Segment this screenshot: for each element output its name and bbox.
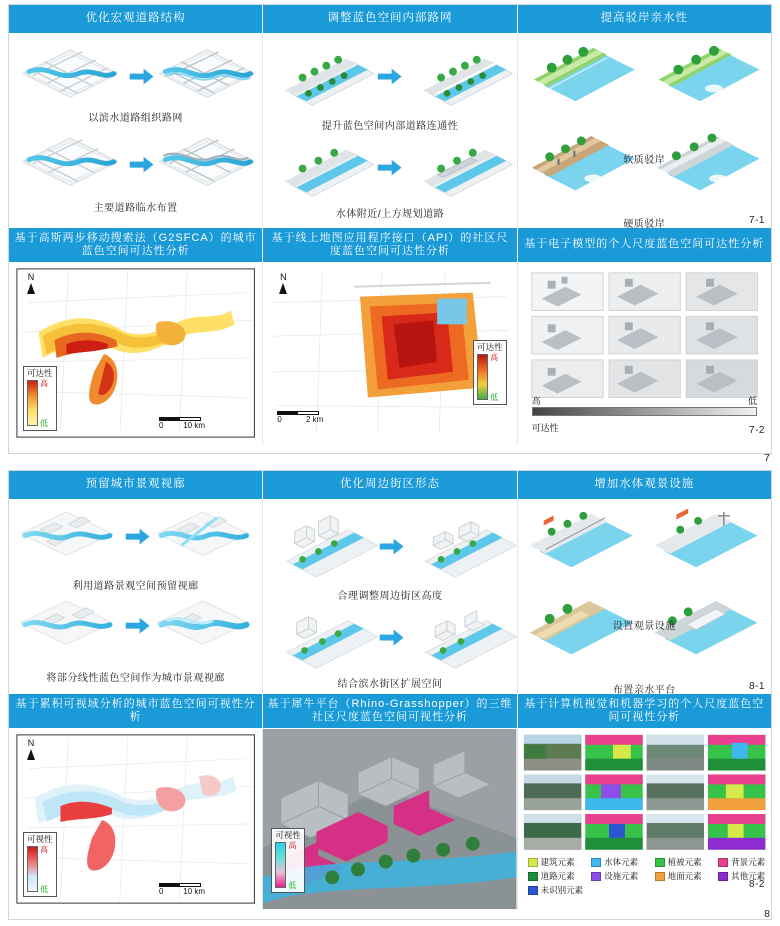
class-swatch <box>655 858 665 867</box>
scalebar-max: 10 km <box>183 887 205 896</box>
waterfront-illustration <box>518 33 771 228</box>
legend-class-item <box>655 870 715 882</box>
legend-class-item <box>718 856 771 868</box>
class-swatch <box>528 872 538 881</box>
north-arrow-3: N <box>27 738 35 760</box>
legend-scale <box>40 846 52 894</box>
class-label: 未识别元素 <box>540 885 584 895</box>
figure7-panel-internal-network <box>263 33 517 228</box>
figure7-top-title-row <box>9 5 771 33</box>
class-swatch <box>528 858 538 867</box>
figure8-label-viewing-facility: 设置观景设施 <box>612 621 676 632</box>
class-label: 其他元素 <box>731 871 766 881</box>
accessibility-legend-1 <box>23 366 57 431</box>
figure8-top-title-row <box>9 471 771 499</box>
class-swatch <box>591 872 601 881</box>
viewing-facilities-illustration <box>518 499 771 694</box>
class-label: 建筑元素 <box>540 857 575 867</box>
legend-title: 可达性 <box>27 368 53 378</box>
emodel-thumbnail-grid <box>518 262 771 444</box>
scalebar-min: 0 <box>277 415 282 424</box>
class-label: 植被元素 <box>667 857 702 867</box>
scalebar-1 <box>159 417 205 430</box>
figure8-panel-block-form <box>263 499 517 694</box>
gradient-high-label: 高 <box>531 396 541 406</box>
class-swatch <box>528 886 538 895</box>
figure8-title-3: 增加水体观景设施 <box>594 478 695 491</box>
figure8-caption-3: 合理调整周边街区高度 <box>337 591 443 602</box>
legend-colorbar <box>477 354 488 400</box>
legend-scale <box>40 380 52 428</box>
legend-low-label: 低 <box>288 880 297 890</box>
class-swatch <box>655 872 665 881</box>
segmentation-class-legend <box>528 856 771 896</box>
figure7-1-number: 7-1 <box>749 215 765 226</box>
figure7-map-city-accessibility <box>9 262 263 444</box>
legend-colorbar <box>275 842 286 888</box>
figure8-panel-viewing-facilities <box>518 499 771 694</box>
figure8-bottom-title-row <box>9 694 771 728</box>
class-label: 背景元素 <box>731 857 766 867</box>
figure-8 <box>8 470 772 920</box>
figure7-panel-emodel-grid <box>518 262 771 444</box>
scalebar-max: 2 km <box>305 415 324 424</box>
figure8-caption-4: 结合滨水街区扩展空间 <box>337 679 443 690</box>
accessibility-gradient-scale <box>532 394 757 416</box>
figure7-bottom-title-2: 基于线上地图应用程序接口（API）的社区尺度蓝色空间可达性分析 <box>263 228 517 262</box>
visibility-legend-1 <box>23 832 57 897</box>
figure7-title-1: 优化宏观道路结构 <box>9 5 263 33</box>
figure7-bottom-title-3: 基于电子模型的个人尺度蓝色空间可达性分析 <box>524 238 765 251</box>
class-label: 设施元素 <box>604 871 639 881</box>
figure8-title-1: 预留城市景观视廊 <box>9 471 263 499</box>
figure8-panel-semantic-segmentation <box>518 728 771 910</box>
figure7-caption-4: 水体附近/上方规划道路 <box>335 209 445 220</box>
figure7-title-2: 调整蓝色空间内部路网 <box>263 5 517 33</box>
figure8-diagram-row <box>9 499 771 694</box>
figure7-bottom-title-1: 基于高斯两步移动搜索法（G2SFCA）的城市蓝色空间可达性分析 <box>9 228 263 262</box>
figure8-caption-1: 利用道路景观空间预留视廊 <box>72 581 199 592</box>
figure7-label-hard-edge: 硬质驳岸 <box>623 219 666 228</box>
legend-class-item <box>591 870 651 882</box>
legend-class-item <box>528 884 588 896</box>
class-label: 水体元素 <box>604 857 639 867</box>
class-label: 道路元素 <box>540 871 575 881</box>
visibility-legend-2 <box>271 828 305 893</box>
legend-title: 可达性 <box>477 342 503 352</box>
scalebar-max: 10 km <box>183 421 205 430</box>
figure8-page-number: 8 <box>764 908 770 920</box>
class-swatch <box>591 858 601 867</box>
legend-high-label: 高 <box>490 353 499 363</box>
legend-class-item <box>655 856 715 868</box>
figure7-title-3: 提高驳岸亲水性 <box>600 12 689 25</box>
legend-high-label: 高 <box>288 841 297 851</box>
north-arrow-2: N <box>279 272 287 294</box>
legend-high-label: 高 <box>40 845 48 855</box>
legend-scale <box>490 354 502 402</box>
class-label: 地面元素 <box>667 871 702 881</box>
figure7-caption-2: 主要道路临水布置 <box>93 203 178 214</box>
class-swatch <box>718 872 728 881</box>
figure8-1-number: 8-1 <box>749 681 765 692</box>
figure8-label-water-platform: 布置亲水平台 <box>612 685 676 694</box>
legend-title: 可视性 <box>27 834 53 844</box>
legend-class-item <box>528 856 588 868</box>
legend-title: 可视性 <box>275 830 301 840</box>
scalebar-3 <box>159 883 205 896</box>
figure-7 <box>8 4 772 454</box>
figure7-diagram-row <box>9 33 771 228</box>
figure8-bottom-title-3: 基于计算机视觉和机器学习的个人尺度蓝色空间可视性分析 <box>524 697 765 723</box>
figure7-2-number: 7-2 <box>749 425 765 436</box>
figure8-title-2: 优化周边街区形态 <box>263 471 517 499</box>
figure8-panel-view-corridor <box>9 499 263 694</box>
figure7-map-community-accessibility <box>263 262 517 444</box>
figure8-bottom-title-1: 基于累积可视域分析的城市蓝色空间可视性分析 <box>9 694 263 728</box>
class-swatch <box>718 858 728 867</box>
figure7-panel-road-structure <box>9 33 263 228</box>
figure7-caption-3: 提升蓝色空间内部道路连通性 <box>321 121 459 132</box>
figure8-map-row <box>9 728 771 910</box>
accessibility-legend-2 <box>473 340 507 405</box>
scalebar-2 <box>277 411 323 424</box>
legend-low-label: 低 <box>490 392 499 402</box>
figure7-bottom-title-row <box>9 228 771 262</box>
gradient-low-label: 低 <box>747 396 757 406</box>
scalebar-min: 0 <box>159 421 164 430</box>
legend-scale <box>288 842 300 890</box>
gradient-axis-label: 可达性 <box>531 423 559 433</box>
figure8-map-city-visibility <box>9 728 263 910</box>
north-arrow-1: N <box>27 272 35 294</box>
figure8-panel-3d-visibility <box>263 728 517 910</box>
scalebar-min: 0 <box>159 887 164 896</box>
figure7-label-soft-edge: 软质驳岸 <box>623 155 666 166</box>
figure8-2-number: 8-2 <box>749 879 765 890</box>
legend-colorbar <box>27 380 38 426</box>
legend-high-label: 高 <box>40 379 48 389</box>
figure7-caption-1: 以滨水道路组织路网 <box>88 113 183 124</box>
legend-low-label: 低 <box>40 418 48 428</box>
legend-low-label: 低 <box>40 884 48 894</box>
figure7-panel-waterfront <box>518 33 771 228</box>
view-corridor-illustration <box>9 499 262 694</box>
figure8-caption-2: 将部分线性蓝色空间作为城市景观视廊 <box>46 673 225 684</box>
legend-class-item <box>528 870 588 882</box>
figure7-map-row <box>9 262 771 444</box>
figure8-bottom-title-2: 基于犀牛平台（Rhino-Grasshopper）的三维社区尺度蓝色空间可视性分析 <box>263 694 517 728</box>
figure7-page-number: 7 <box>764 452 770 464</box>
legend-colorbar <box>27 846 38 892</box>
legend-class-item <box>591 856 651 868</box>
